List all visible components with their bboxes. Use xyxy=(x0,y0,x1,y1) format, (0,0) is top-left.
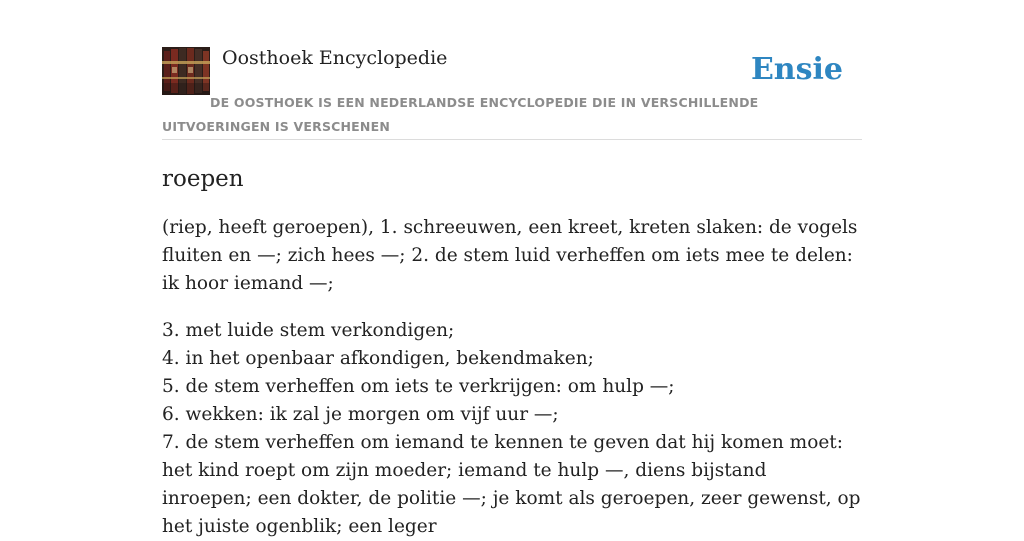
article-intro: (riep, heeft geroepen), 1. schreeuwen, een kreet, kreten slaken: de vogels fluiten en —; zich hees —; 2. de stem luid verheffen om iets mee te delen: ik hoor iemand —; xyxy=(162,217,858,294)
header-divider xyxy=(162,139,862,140)
definition-line: 5. de stem verheffen om iets te verkrijgen: om hulp —; xyxy=(162,376,675,397)
encyclopedia-avatar[interactable] xyxy=(162,47,210,95)
article xyxy=(162,162,862,541)
site-name[interactable]: Oosthoek Encyclopedie xyxy=(222,47,448,69)
definition-line: 3. met luide stem verkondigen; xyxy=(162,320,455,341)
site-tagline: DE OOSTHOEK IS EEN NEDERLANDSE ENCYCLOPEDIE DIE IN VERSCHILLENDE UITVOERINGEN IS VERSCHENEN xyxy=(162,95,759,134)
definition-line: 7. de stem verheffen om iemand te kennen te geven dat hij komen moet: het kind roept om zijn moeder; iemand te hulp —, diens bijstand inroepen; een dokter, de politie —; je komt als geroepen, zeer gewenst, op het juiste ogenblik; een leger xyxy=(162,432,861,537)
definition-line: 4. in het openbaar afkondigen, bekendmaken; xyxy=(162,348,594,369)
site-header xyxy=(162,46,862,140)
book-spines-icon xyxy=(162,47,210,95)
brand-logo[interactable]: Ensie xyxy=(750,52,843,87)
article-title: roepen xyxy=(162,166,244,192)
definition-line: 6. wekken: ik zal je morgen om vijf uur —; xyxy=(162,404,559,425)
article-definitions xyxy=(162,317,862,541)
